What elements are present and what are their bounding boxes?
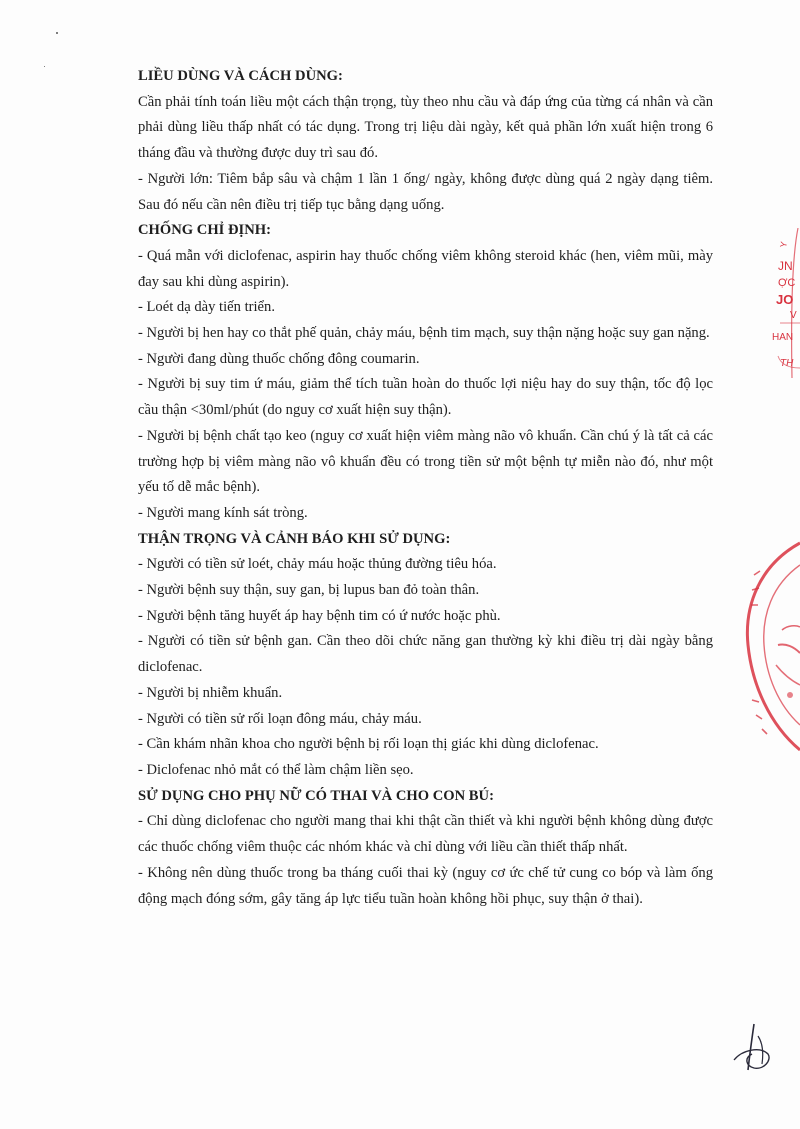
paragraph: Cần phải tính toán liều một cách thận trọng, tùy theo nhu cầu và đáp ứng của từng cá nhân và cần phải dùng liều thấp nhất có tác dụng. Trong trị liệu dài ngày, kết quả phần lớn xuất hiện trong 6 tháng đầu và thường được duy trì sau đó. [138,93,713,162]
signature-mark [724,1020,784,1080]
stamp-fragment-text: ỢC [778,277,796,289]
paragraph: - Không nên dùng thuốc trong ba tháng cuối thai kỳ (nguy cơ ức chế tử cung co bóp và làm ống động mạch đóng sớm, gây tăng áp lực tiểu tuần hoàn không hồi phục, suy thận ở thai). [138,864,713,907]
round-stamp-fragment [740,535,800,755]
paragraph: - Người bị bệnh chất tạo keo (nguy cơ xuất hiện viêm màng não vô khuẩn. Cần chú ý là tất cả các trường hợp bị viêm màng não vô khuẩn đều có trong tiền sử một bệnh tự miễn nào đó, như một yếu tố dễ mắc bệnh). [138,427,713,496]
paragraph: - Người có tiền sử rối loạn đông máu, chảy máu. [138,710,422,727]
stamp-fragment-text: HAN [772,332,794,343]
official-stamp-fragment [768,228,800,378]
paragraph: - Người có tiền sử loét, chảy máu hoặc thủng đường tiêu hóa. [138,556,497,573]
paragraph: - Người bị suy tim ứ máu, giảm thể tích tuần hoàn do thuốc lợi niệu hay do suy thận, tốc độ lọc cầu thận <30ml/phút (do nguy cơ xuất hiện suy thận). [138,376,713,419]
paragraph: - Người bị hen hay co thắt phế quản, chảy máu, bệnh tim mạch, suy thận nặng hoặc suy gan nặng. [138,325,710,342]
paragraph: - Quá mẫn với diclofenac, aspirin hay thuốc chống viêm không steroid khác (hen, viêm mũi, mày đay sau khi dùng aspirin). [138,247,713,290]
paragraph: - Chỉ dùng diclofenac cho người mang thai khi thật cần thiết và khi người bệnh không dùng được các thuốc chống viêm thuộc các nhóm khác và chỉ dùng với liều cần thiết thấp nhất. [138,813,713,856]
paragraph: - Người bị nhiễm khuẩn. [138,684,283,701]
paragraph: - Người bệnh tăng huyết áp hay bệnh tim có ứ nước hoặc phù. [138,607,501,624]
section-heading: THẬN TRỌNG VÀ CẢNH BÁO KHI SỬ DỤNG: [138,530,451,547]
document-body [138,64,713,912]
scan-speck [56,32,58,34]
stamp-fragment-text: JO [776,292,794,307]
section-heading: SỬ DỤNG CHO PHỤ NỮ CÓ THAI VÀ CHO CON BÚ: [138,787,494,804]
scan-speck [44,66,45,67]
section-heading: CHỐNG CHỈ ĐỊNH: [138,222,271,239]
paragraph: - Diclofenac nhỏ mắt có thể làm chậm liền sẹo. [138,761,414,778]
paragraph: - Cần khám nhãn khoa cho người bệnh bị rối loạn thị giác khi dùng diclofenac. [138,736,599,753]
stamp-fragment-text: JN [778,259,793,273]
paragraph: - Người có tiền sử bệnh gan. Cần theo dõi chức năng gan thường kỳ khi điều trị dài ngày bằng diclofenac. [138,633,713,676]
paragraph: - Loét dạ dày tiến triển. [138,299,275,316]
section-heading: LIỀU DÙNG VÀ CÁCH DÙNG: [138,68,343,84]
stamp-fragment-text: V [790,310,797,321]
paragraph: - Người bệnh suy thận, suy gan, bị lupus ban đỏ toàn thân. [138,582,480,599]
paragraph: - Người lớn: Tiêm bắp sâu và chậm 1 lần 1 ống/ ngày, không được dùng quá 2 ngày dạng tiêm. Sau đó nếu cần nên điều trị tiếp tục bằng dạng uống. [138,170,713,213]
paragraph: - Người đang dùng thuốc chống đông coumarin. [138,350,420,367]
section-dosage [138,64,713,218]
section-contraindications [138,218,713,526]
paragraph: - Người mang kính sát tròng. [138,504,308,521]
section-precautions [138,527,713,784]
stamp-fragment-text: Y [778,240,790,249]
section-pregnancy [138,784,713,913]
stamp-fragment-text: TH [780,358,794,369]
